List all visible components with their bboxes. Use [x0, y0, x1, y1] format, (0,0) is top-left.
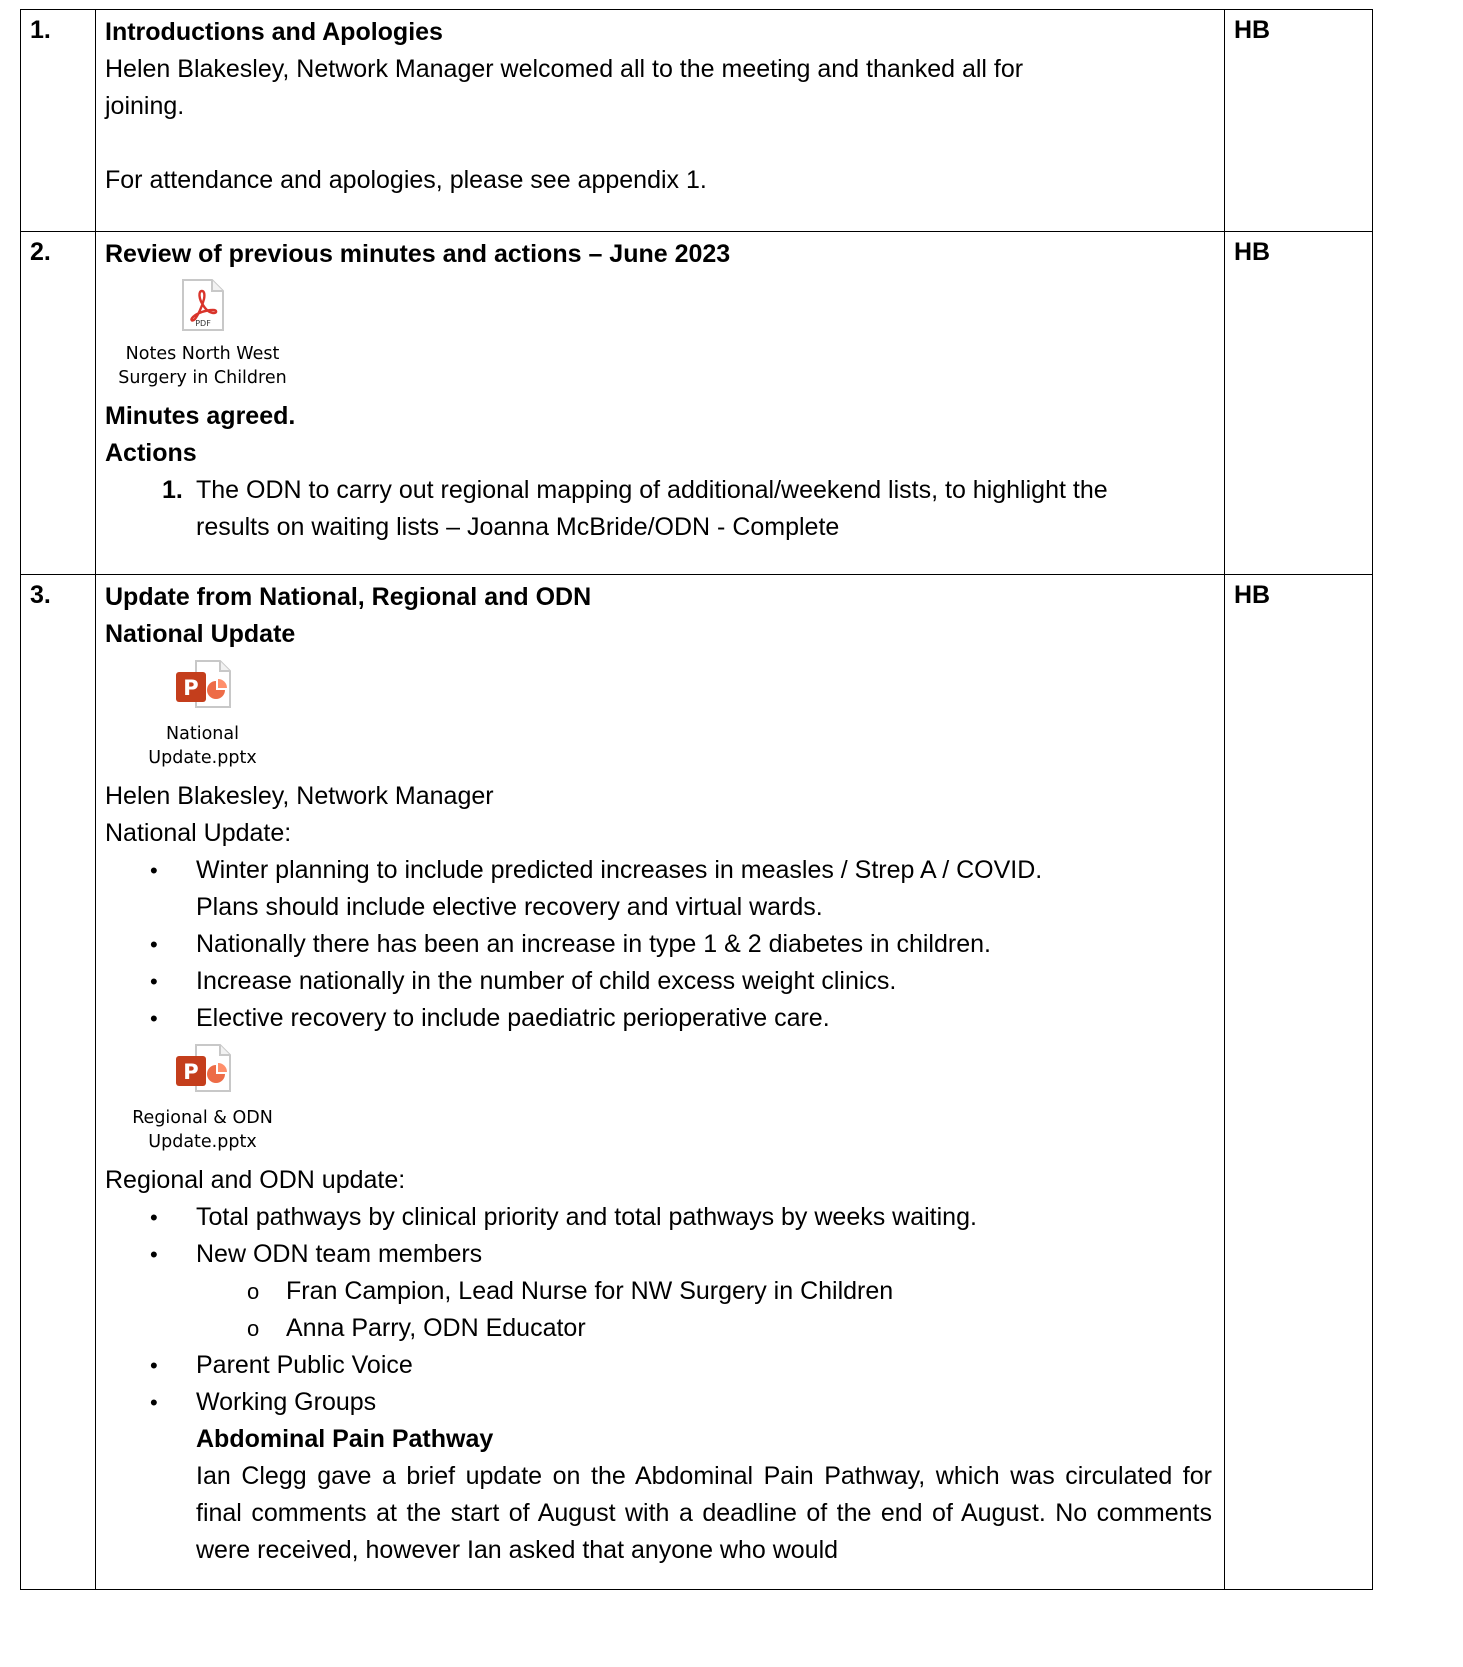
item-lead: HB	[1225, 10, 1373, 232]
sub-bullet-item: o Anna Parry, ODN Educator	[105, 1310, 1212, 1347]
paragraph-line: Helen Blakesley, Network Manager welcomed all to the meeting and thanked all for	[105, 55, 1024, 83]
attachment-label: Update.pptx	[148, 1132, 257, 1152]
section-row	[21, 575, 1373, 1590]
powerpoint-icon	[105, 1041, 300, 1104]
svg-text:P: P	[182, 676, 199, 700]
action-number: 1.	[162, 476, 183, 504]
bullet-continuation: Plans should include elective recovery and virtual wards.	[196, 893, 823, 921]
paragraph-line: For attendance and apologies, please see appendix 1.	[105, 166, 707, 194]
list-label: Regional and ODN update:	[105, 1166, 406, 1194]
section-row	[21, 10, 1373, 232]
attachment-label: Update.pptx	[148, 748, 257, 768]
minutes-table	[20, 9, 1373, 1590]
attachment-label: Regional & ODN	[132, 1108, 273, 1128]
item-lead: HB	[1225, 575, 1373, 1590]
bullet-item: • Parent Public Voice	[105, 1347, 1212, 1384]
subsection-heading: National Update	[105, 620, 296, 648]
working-group-heading: Abdominal Pain Pathway	[196, 1425, 494, 1453]
attachment-label: Surgery in Children	[118, 368, 287, 388]
regional-bullets	[105, 1199, 1212, 1273]
sub-bullets	[105, 1273, 1212, 1347]
minutes-agreed: Minutes agreed.	[105, 402, 296, 430]
svg-text:PDF: PDF	[194, 319, 211, 328]
section-row	[21, 232, 1373, 575]
item-number: 1.	[21, 10, 96, 232]
item-lead: HB	[1225, 232, 1373, 575]
working-group-text: Ian Clegg gave a brief update on the Abdominal Pain Pathway, which was circulated for final comments at the start of August with a deadline of the end of August. No comments were received, however Ian asked that anyone who would	[196, 1462, 1212, 1564]
list-label: National Update:	[105, 819, 292, 847]
item-number: 3.	[21, 575, 96, 1590]
bullet-item: • Working Groups	[105, 1384, 1212, 1421]
action-item	[105, 472, 1212, 546]
national-bullets	[105, 852, 1212, 1037]
attachment-label: National	[166, 724, 239, 744]
item-content	[96, 232, 1225, 575]
paragraph-line: joining.	[105, 92, 185, 120]
bullet-item: • Nationally there has been an increase in type 1 & 2 diabetes in children.	[105, 926, 1212, 963]
pdf-attachment[interactable]	[105, 277, 300, 390]
section-title: Introductions and Apologies	[105, 18, 443, 46]
section-title: Update from National, Regional and ODN	[105, 583, 592, 611]
pptx-attachment[interactable]	[105, 657, 300, 770]
item-number: 2.	[21, 232, 96, 575]
section-title: Review of previous minutes and actions – June 2023	[105, 240, 731, 268]
svg-text:P: P	[182, 1060, 199, 1084]
powerpoint-icon	[105, 657, 300, 720]
pptx-attachment[interactable]	[105, 1041, 300, 1154]
bullet-item: • Elective recovery to include paediatric perioperative care.	[105, 1000, 1212, 1037]
bullet-item: • New ODN team members	[105, 1236, 1212, 1273]
pdf-icon	[105, 277, 300, 340]
action-text: results on waiting lists – Joanna McBride/ODN - Complete	[196, 513, 840, 541]
sub-bullet-item: o Fran Campion, Lead Nurse for NW Surgery in Children	[105, 1273, 1212, 1310]
bullet-item: • Winter planning to include predicted increases in measles / Strep A / COVID.	[105, 852, 1212, 889]
presenter: Helen Blakesley, Network Manager	[105, 782, 494, 810]
bullet-item: • Total pathways by clinical priority and total pathways by weeks waiting.	[105, 1199, 1212, 1236]
action-text: The ODN to carry out regional mapping of additional/weekend lists, to highlight the	[196, 476, 1108, 504]
regional-bullets-cont	[105, 1347, 1212, 1421]
bullet-item: • Increase nationally in the number of child excess weight clinics.	[105, 963, 1212, 1000]
attachment-label: Notes North West	[125, 344, 280, 364]
item-content	[96, 575, 1225, 1590]
item-content	[96, 10, 1225, 232]
actions-heading: Actions	[105, 439, 197, 467]
